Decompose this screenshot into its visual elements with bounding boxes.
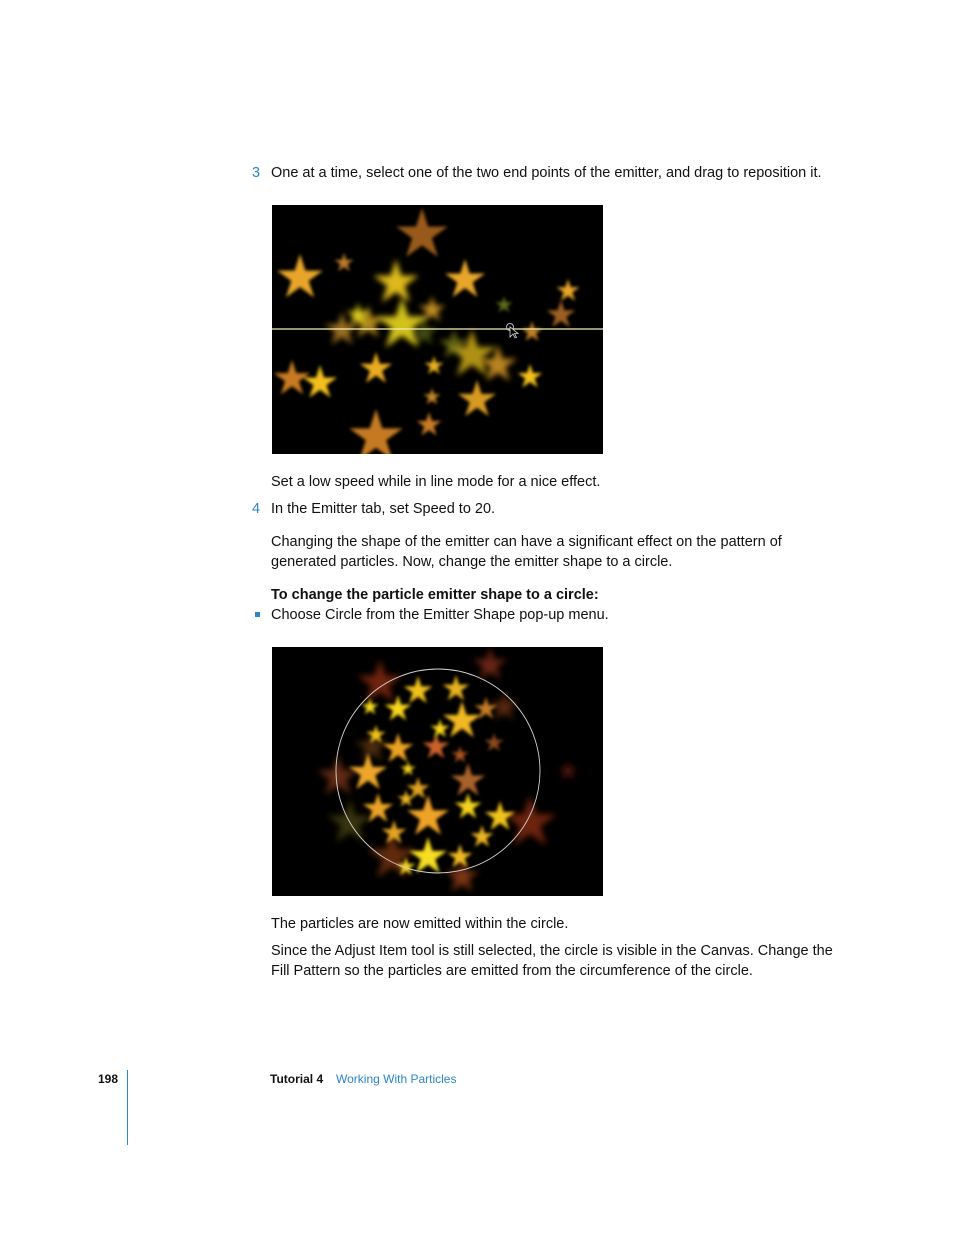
adjust-paragraph-line-2: Fill Pattern so the particles are emitted from the circumference of the circle. <box>271 963 753 979</box>
bullet-instruction: Choose Circle from the Emitter Shape pop-up menu. <box>271 607 609 623</box>
caption-line-mode: Set a low speed while in line mode for a nice effect. <box>271 474 601 490</box>
circle-emitter-stars <box>272 647 603 896</box>
circle-emitter-canvas-image <box>272 647 603 896</box>
caption-circle: The particles are now emitted within the circle. <box>271 916 569 932</box>
footer-divider <box>127 1070 128 1145</box>
page-number: 198 <box>98 1072 119 1086</box>
step-3-number: 3 <box>252 165 261 181</box>
line-emitter-stars <box>272 205 603 454</box>
step-4-text: In the Emitter tab, set Speed to 20. <box>271 501 496 517</box>
line-emitter-canvas-image <box>272 205 603 454</box>
shape-paragraph-line-2: generated particles. Now, change the emitter shape to a circle. <box>271 554 673 570</box>
task-heading: To change the particle emitter shape to a circle: <box>271 587 599 603</box>
footer-chapter: Tutorial 4 <box>270 1072 324 1086</box>
adjust-paragraph-line-1: Since the Adjust Item tool is still selected, the circle is visible in the Canvas. Change the <box>271 943 833 959</box>
step-4-number: 4 <box>252 501 261 517</box>
step-3-text: One at a time, select one of the two end points of the emitter, and drag to reposition it. <box>271 165 822 181</box>
shape-paragraph-line-1: Changing the shape of the emitter can have a significant effect on the pattern of <box>271 534 782 550</box>
square-bullet-icon <box>255 612 260 617</box>
pointer-cursor-icon <box>507 324 519 339</box>
footer-chapter-title: Working With Particles <box>336 1072 457 1086</box>
